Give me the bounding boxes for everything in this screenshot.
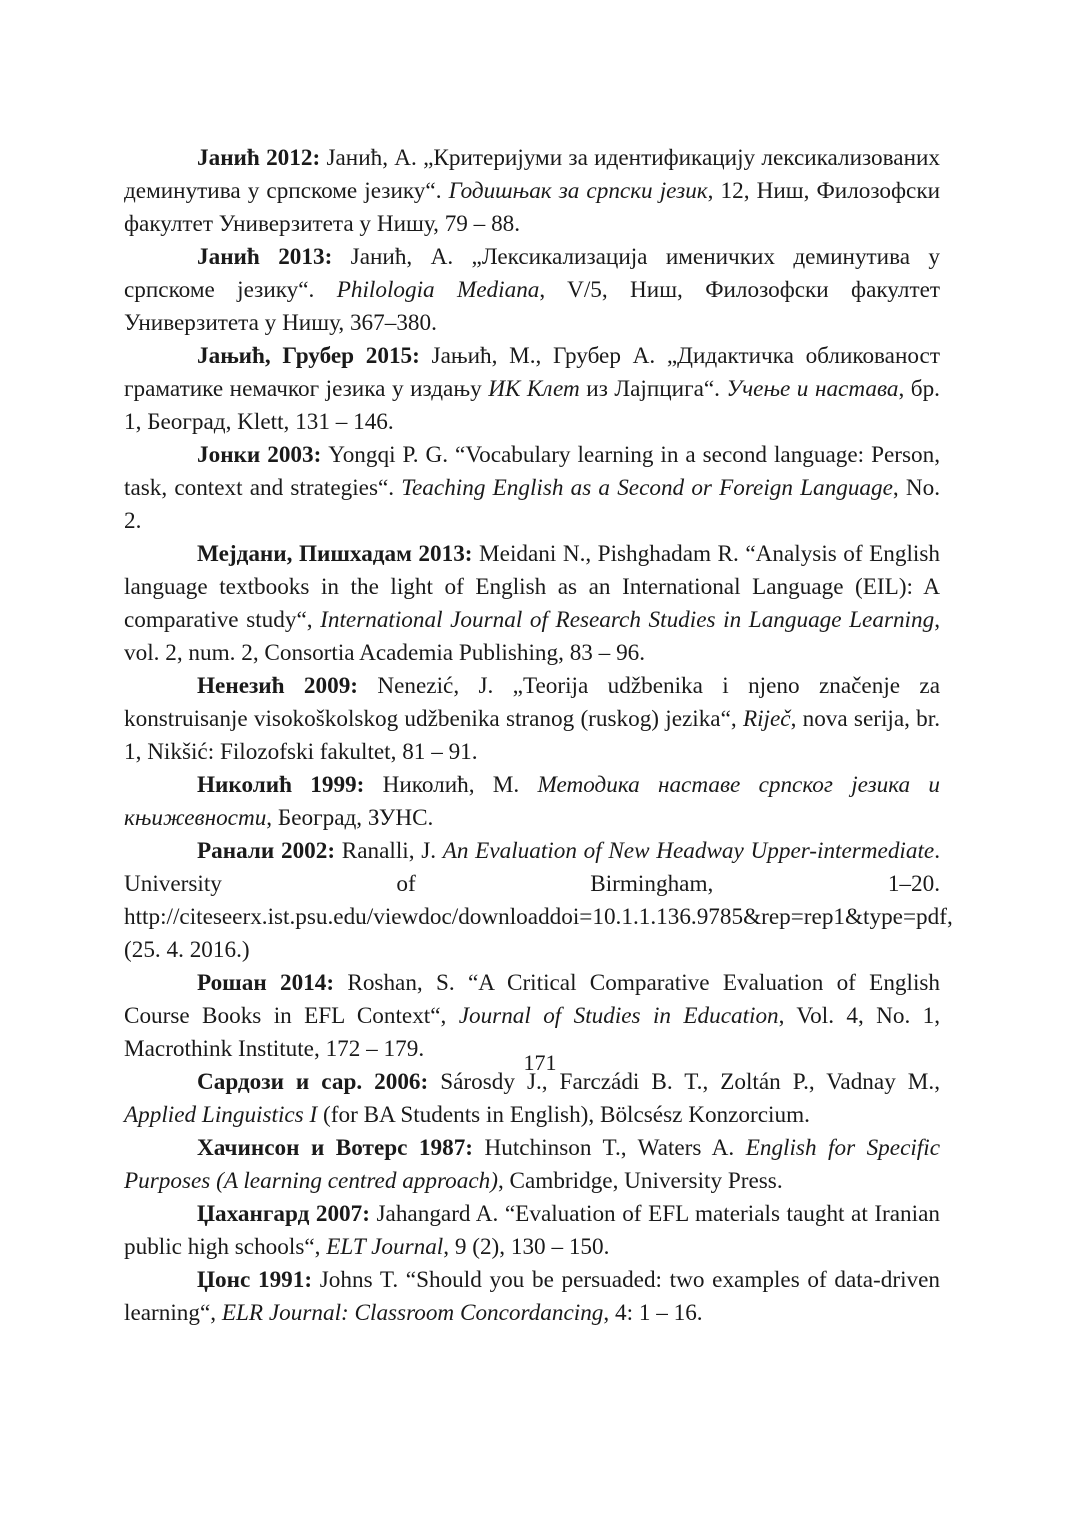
page-number: 171 bbox=[523, 1050, 557, 1075]
entry-text: , No. 2. bbox=[124, 475, 941, 534]
entry-italic-text: Годишњак за српски језик bbox=[448, 178, 708, 204]
entry-key: Мејдани, Пишхадам 2013: bbox=[197, 541, 473, 567]
bibliography-entry bbox=[124, 835, 953, 967]
entry-text: Nenezić, J. „Teorija udžbenika i njeno značenje za konstruisanje visokoškolskog udžbenika stranog (ruskog) jezika“, bbox=[124, 673, 940, 732]
entry-text: , Београд, ЗУНС. bbox=[266, 805, 434, 831]
entry-text: Николић, М. bbox=[364, 772, 538, 798]
bibliography-entry bbox=[124, 241, 940, 340]
entry-text: Јанић, А. „Критеријуми за идентификацију лексикализованих деминутива у српскоме језику“. bbox=[124, 145, 940, 204]
entry-text: Јанић, А. „Лексикализација именичких деминутива у српскоме језику“. bbox=[124, 244, 940, 303]
entry-text: , Cambridge, University Press. bbox=[497, 1168, 783, 1194]
entry-key: Јонки 2003: bbox=[197, 442, 322, 468]
entry-italic-text: ELR Journal: Classroom Concordancing bbox=[221, 1300, 604, 1326]
entry-text: Yongqi P. G. “Vocabulary learning in a second language: Person, task, context and strategies“. bbox=[124, 442, 940, 501]
entry-italic-text: Riječ bbox=[742, 706, 791, 732]
entry-text: , nova serija, br. 1, Nikšić: Filozofski fakultet, 81 – 91. bbox=[124, 706, 941, 765]
entry-text: Jahangard A. “Evaluation of EFL materials taught at Iranian public high schools“, bbox=[124, 1201, 940, 1260]
entry-text: , 12, Ниш, Филозофски факултет Универзитета у Нишу, 79 – 88. bbox=[124, 178, 940, 237]
entry-key: Хачинсон и Вотерс 1987: bbox=[197, 1135, 474, 1161]
entry-key: Рошан 2014: bbox=[197, 970, 335, 996]
entry-text: , V/5, Ниш, Филозофски факултет Универзитета у Нишу, 367–380. bbox=[124, 277, 941, 336]
entry-italic-text: ИК Клет bbox=[488, 376, 580, 402]
entry-key: Сардози и сар. 2006: bbox=[197, 1069, 429, 1095]
entry-text: Meidani N., Pishghadam R. “Analysis of English language textbooks in the light of English as an International Language (EIL): A comparative study“, bbox=[124, 541, 940, 633]
entry-text: , vol. 2, num. 2, Consortia Academia Publishing, 83 – 96. bbox=[124, 607, 940, 666]
bibliography-entry bbox=[124, 340, 940, 439]
entry-text: Roshan, S. “A Critical Comparative Evaluation of English Course Books in EFL Context“, bbox=[124, 970, 941, 1029]
entry-key: Ненезић 2009: bbox=[197, 673, 359, 699]
entry-key: Џахангард 2007: bbox=[197, 1201, 370, 1227]
bibliography-entry bbox=[124, 1198, 940, 1264]
bibliography-entry bbox=[124, 538, 940, 670]
entry-text: , бр. 1, Београд, Klett, 131 – 146. bbox=[124, 376, 940, 435]
entry-italic-text: Applied Linguistics I bbox=[124, 1102, 318, 1128]
entry-text: (for BA Students in English), Bölcsész Konzorcium. bbox=[317, 1102, 810, 1128]
entry-italic-text: English for Specific Purposes (A learning centred approach) bbox=[124, 1135, 940, 1194]
entry-text: Johns T. “Should you be persuaded: two examples of data-driven learning“, bbox=[124, 1267, 940, 1326]
entry-text: , 9 (2), 130 – 150. bbox=[443, 1234, 610, 1260]
entry-italic-text: ELT Journal bbox=[326, 1234, 444, 1260]
bibliography-entry bbox=[124, 1132, 940, 1198]
entry-key: Ранали 2002: bbox=[197, 838, 336, 864]
entry-italic-text: Philologia Mediana bbox=[336, 277, 540, 303]
entry-italic-text: An Evaluation of New Headway Upper-intermediate bbox=[442, 838, 935, 864]
entry-text: . University of Birmingham, 1–20. http://citeseerx.ist.psu.edu/viewdoc/downloaddoi=10.1.1.136.9785&rep=rep1&type=pdf, (25. 4. 2016.) bbox=[124, 838, 953, 963]
bibliography-entry bbox=[124, 142, 940, 241]
bibliography-entry bbox=[124, 1264, 940, 1330]
entry-key: Николић 1999: bbox=[197, 772, 365, 798]
bibliography-entry bbox=[124, 670, 940, 769]
entry-text: Sárosdy J., Farczádi B. T., Zoltán P., Vadnay M., bbox=[428, 1069, 940, 1095]
entry-text: Hutchinson T., Waters A. bbox=[473, 1135, 746, 1161]
entry-key: Јањић, Грубер 2015: bbox=[197, 343, 420, 369]
entry-text: Ranalli, J. bbox=[335, 838, 443, 864]
bibliography-entry bbox=[124, 439, 940, 538]
entry-italic-text: International Journal of Research Studies in Language Learning bbox=[320, 607, 935, 633]
entry-key: Јанић 2013: bbox=[197, 244, 333, 270]
entry-key: Џонс 1991: bbox=[197, 1267, 313, 1293]
entry-italic-text: Teaching English as a Second or Foreign Language bbox=[401, 475, 893, 501]
entry-italic-text: Методика наставе српског језика и књижевности bbox=[124, 772, 940, 831]
entry-text: из Лајпцига“. bbox=[579, 376, 727, 402]
entry-key: Јанић 2012: bbox=[197, 145, 321, 171]
bibliography-entry bbox=[124, 769, 940, 835]
bibliography-list bbox=[124, 142, 953, 1330]
entry-italic-text: Учење и настава bbox=[726, 376, 899, 402]
entry-text: , Vol. 4, No. 1, Macrothink Institute, 172 – 179. bbox=[124, 1003, 940, 1062]
entry-text: Јањић, М., Грубер А. „Дидактичка обликованост граматике немачког језика у издању bbox=[124, 343, 940, 402]
entry-italic-text: Journal of Studies in Education bbox=[458, 1003, 779, 1029]
entry-text: , 4: 1 – 16. bbox=[603, 1300, 703, 1326]
